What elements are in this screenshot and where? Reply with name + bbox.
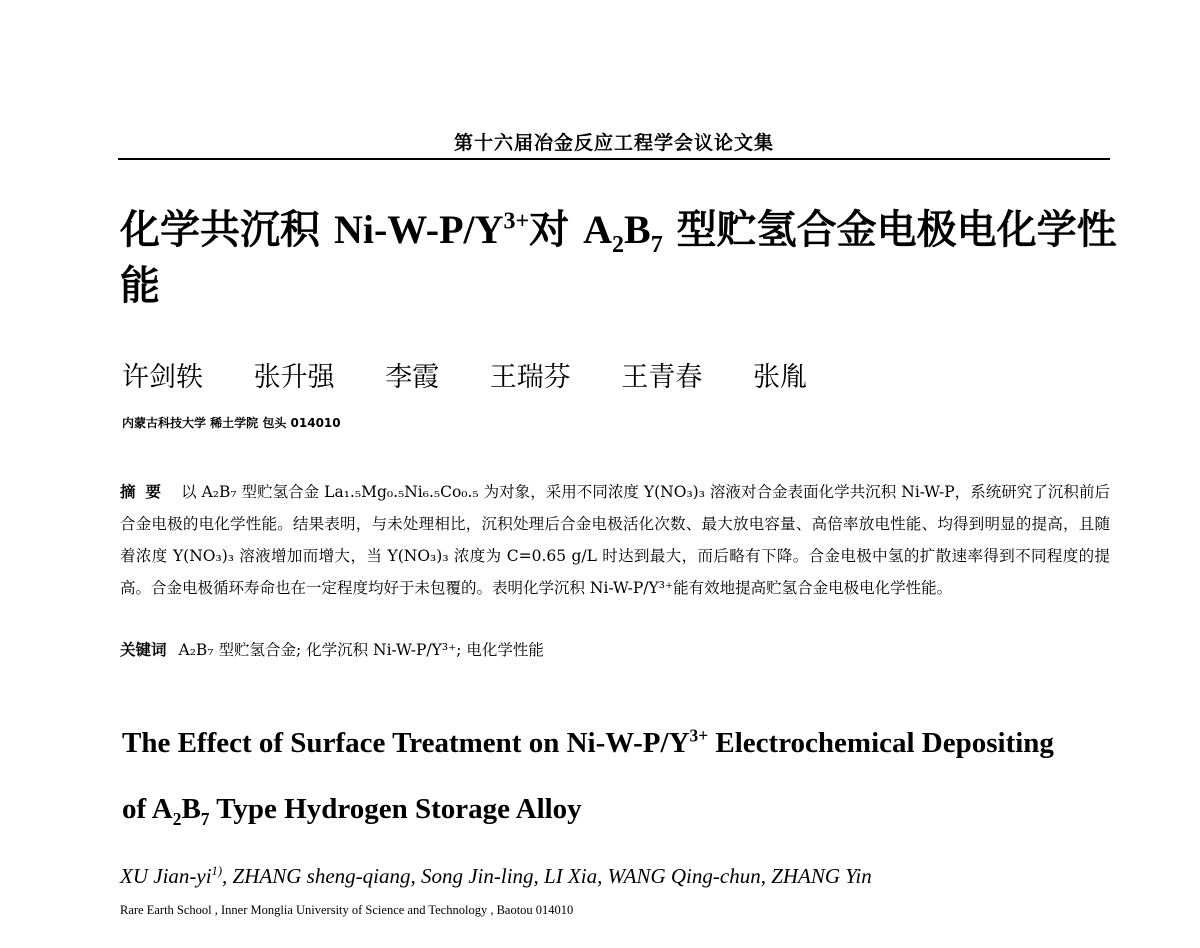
paper-title-en [122,710,1122,842]
title-cn-a: A [583,207,613,252]
author-cn: 王瑞芬 [489,362,571,393]
title-cn-part3: 型贮氢合金电极电化学性能 [120,207,1117,309]
authors-en-rest: , ZHANG sheng-qiang, Song Jin-ling, LI Xia, WANG Qing-chun, ZHANG Yin [222,864,872,888]
keywords-text: A₂B₇ 型贮氢合金; 化学沉积 Ni-W-P/Y³⁺; 电化学性能 [178,641,544,659]
title-cn-a-sub: 2 [612,232,625,258]
paper-title-cn [120,202,1120,314]
title-en-line2 [122,776,1122,842]
title-cn-part2: 对 [529,207,584,253]
title-en-line2-c: Type Hydrogen Storage Alloy [209,793,582,825]
title-en-line1-sup: 3+ [689,725,709,746]
title-en-line2-sub1: 2 [172,808,182,829]
title-cn-b-sub: 7 [650,232,663,258]
proceedings-title: 第十六届冶金反应工程学会议论文集 [453,132,774,154]
title-cn-sup: 3+ [503,208,530,235]
author-en-footnote-mark: 1) [211,864,223,878]
author-cn: 李霞 [385,362,440,393]
title-en-line2-a: of A [122,793,173,825]
title-cn-part1: 化学共沉积 [120,207,334,253]
abstract-label: 摘要 [120,482,172,501]
keywords-label: 关键词 [120,640,167,659]
authors-cn [122,355,1022,394]
author-cn: 许剑轶 [122,362,203,393]
title-en-line2-sub2: 7 [200,808,210,829]
title-en-line1-b: Electrochemical Depositing [708,727,1054,759]
abstract [120,476,1110,604]
keywords [120,638,1110,660]
affiliation-en: Rare Earth School , Inner Monglia University of Science and Technology , Baotou 014010 [120,903,574,917]
abstract-text: 以 A₂B₇ 型贮氢合金 La₁.₅Mg₀.₅Ni₆.₅Co₀.₅ 为对象，采用不同浓度 Y(NO₃)₃ 溶液对合金表面化学共沉积 Ni-W-P，系统研究了沉积前后合金电极的电化学性能。结果表明，与未处理相比，沉积处理后合金电极活化次数、最大放电容量、高倍率放电性能、均得到明显的提高，且随着浓度 Y(NO₃)₃ 溶液增加而增大，当 Y(NO₃)₃ 浓度为 C=0.65 g/L 时达到最大，而后略有下降。合金电极中氢的扩散速率得到不同程度的提高。合金电极循环寿命也在一定程度均好于未包覆的。表明化学沉积 Ni-W-P/Y³⁺能有效地提高贮氢合金电极电化学性能。 [120,483,1110,597]
author-cn: 王青春 [621,362,703,393]
proceedings-header [118,128,1110,160]
author-cn: 张胤 [752,362,807,393]
affiliation-cn: 内蒙古科技大学 稀土学院 包头 014010 [122,416,341,430]
title-en-line1 [122,710,1122,776]
title-en-line1-a: The Effect of Surface Treatment on Ni-W-P/Y [122,727,690,759]
title-cn-formula: Ni-W-P/Y [333,207,504,252]
author-cn: 张升强 [253,362,335,393]
title-en-line2-b: B [181,793,201,825]
author-en-first: XU Jian-yi [120,864,212,888]
title-cn-b: B [624,207,651,252]
authors-en [120,864,872,889]
